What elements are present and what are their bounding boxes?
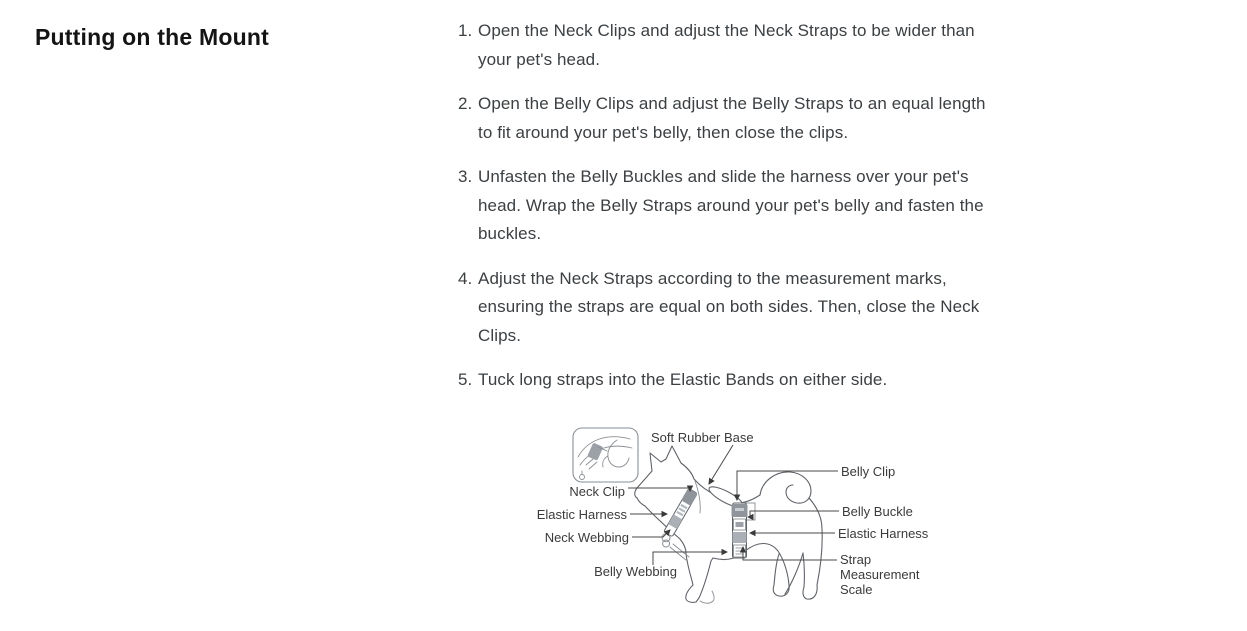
instruction-step-3 [458, 163, 1004, 249]
leader-belly-buckle [748, 511, 839, 517]
leader-neck-clip [628, 488, 690, 491]
step-number: 5. [458, 370, 473, 389]
harness-diagram [520, 415, 950, 630]
step-number: 1. [458, 21, 473, 40]
label-neck-clip: Neck Clip [569, 484, 625, 499]
leader-belly-clip [737, 471, 838, 500]
step-text: Adjust the Neck Straps according to the measurement marks, ensuring the straps are equal on both sides. Then, close the Neck Clips. [478, 268, 980, 345]
label-soft-rubber-base: Soft Rubber Base [651, 430, 754, 445]
instruction-list [458, 17, 1004, 411]
step-number: 4. [458, 268, 473, 288]
label-strap-scale-line1: Strap [840, 552, 872, 567]
step-number: 2. [458, 94, 473, 113]
step-text: Unfasten the Belly Buckles and slide the harness over your pet's head. Wrap the Belly Straps around your pet's belly and fasten the buckles. [478, 167, 984, 243]
label-strap-scale-line2: Measurement [840, 567, 920, 582]
step-text: Open the Neck Clips and adjust the Neck Straps to be wider than your pet's head. [478, 21, 975, 69]
step-text: Tuck long straps into the Elastic Bands on either side. [478, 370, 888, 389]
label-elastic-harness-right: Elastic Harness [838, 526, 929, 541]
instruction-step-4 [458, 265, 1004, 351]
label-neck-webbing: Neck Webbing [544, 530, 629, 545]
instruction-step-5 [458, 366, 1004, 395]
instruction-step-2 [458, 90, 1004, 147]
label-belly-buckle: Belly Buckle [842, 504, 913, 519]
leader-strap-scale [743, 547, 837, 560]
dog-outline [635, 446, 822, 603]
leader-soft-rubber-base [709, 445, 733, 484]
step-number: 3. [458, 167, 473, 186]
label-belly-clip: Belly Clip [841, 464, 896, 479]
belly-elastic-part [733, 532, 747, 543]
label-elastic-harness-left: Elastic Harness [536, 507, 627, 522]
label-strap-scale-line3: Scale [840, 582, 873, 597]
step-text: Open the Belly Clips and adjust the Belly Straps to an equal length to fit around your pet's belly, then close the clips. [478, 94, 986, 142]
page-title: Putting on the Mount [35, 24, 269, 50]
label-belly-webbing: Belly Webbing [594, 564, 677, 579]
instruction-step-1 [458, 17, 1004, 74]
neck-clip-inset [573, 428, 638, 482]
